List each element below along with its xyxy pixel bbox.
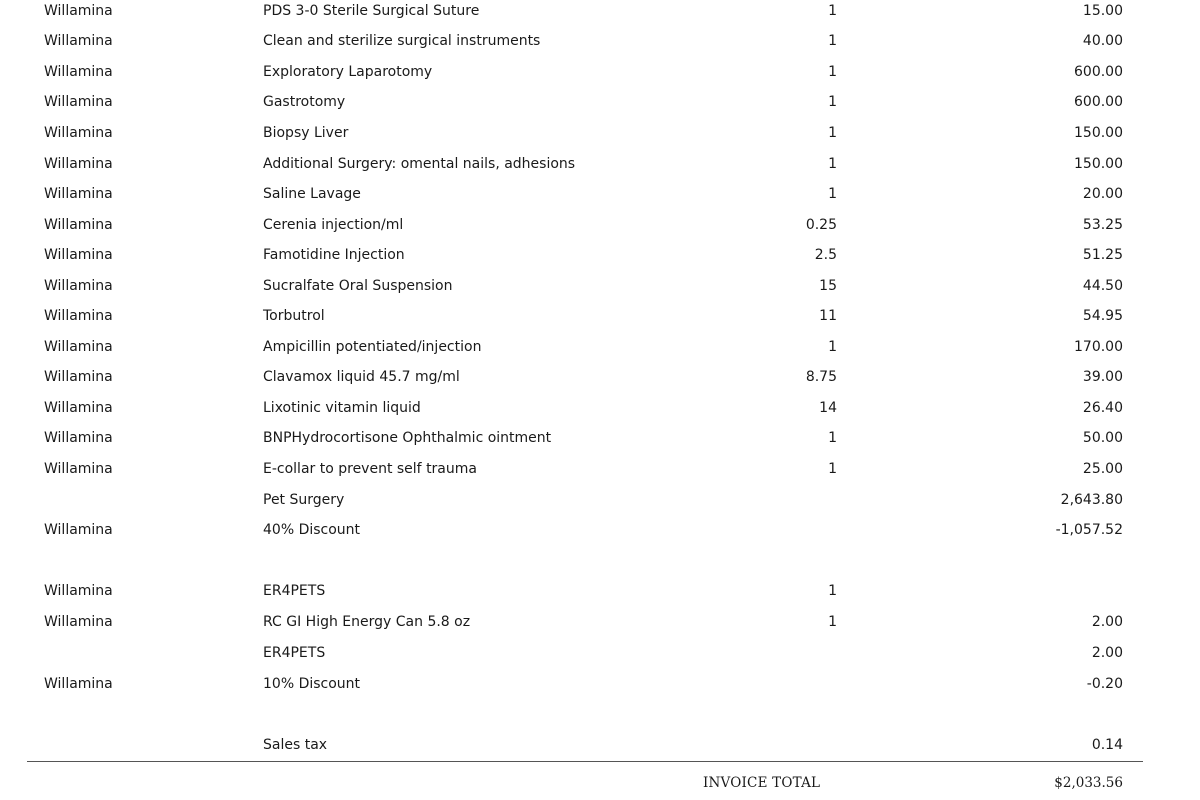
quantity-cell: 1 [828,430,837,446]
table-row [0,427,1200,457]
table-row [0,214,1200,244]
item-description-cell: Torbutrol [263,308,325,324]
item-description-cell: Lixotinic vitamin liquid [263,400,421,416]
amount-cell: 600.00 [1074,64,1123,80]
table-row [0,153,1200,183]
patient-name-cell: Willamina [44,278,113,294]
patient-name-cell: Willamina [44,33,113,49]
quantity-cell: 14 [819,400,837,416]
amount-cell: 51.25 [1082,247,1123,263]
amount-cell: 53.25 [1082,217,1123,233]
patient-name-cell: Willamina [44,247,113,263]
patient-name-cell: Willamina [44,3,113,19]
item-description-cell: Biopsy Liver [263,125,349,141]
subtotal-amount: 2.00 [1091,645,1123,661]
table-row [0,580,1200,610]
table-row [0,0,1200,30]
quantity-cell: 1 [828,3,837,19]
amount-cell: 40.00 [1082,33,1123,49]
patient-name-cell: Willamina [44,369,113,385]
patient-name-cell: Willamina [44,125,113,141]
amount-cell: 170.00 [1074,339,1123,355]
subtotal-row [0,489,1200,519]
item-description-cell: Cerenia injection/ml [263,217,404,233]
amount-cell: 600.00 [1074,94,1123,110]
item-description-cell: PDS 3-0 Sterile Surgical Suture [263,3,480,19]
discount-label: 40% Discount [263,522,361,538]
patient-name-cell: Willamina [44,339,113,355]
sales-tax-label: Sales tax [263,737,328,753]
item-description-cell: Clean and sterilize surgical instruments [263,33,541,49]
table-row [0,305,1200,335]
amount-cell: 15.00 [1082,3,1123,19]
patient-name-cell: Willamina [44,217,113,233]
quantity-cell: 2.5 [814,247,837,263]
subtotal-label: ER4PETS [263,645,326,661]
table-row [0,61,1200,91]
sales-tax-row [0,734,1200,764]
item-description-cell: Sucralfate Oral Suspension [263,278,453,294]
item-description-cell: Gastrotomy [263,94,346,110]
quantity-cell: 1 [828,583,837,599]
amount-cell: 150.00 [1074,156,1123,172]
quantity-cell: 11 [819,308,837,324]
quantity-cell: 1 [828,156,837,172]
quantity-cell: 1 [828,33,837,49]
patient-name-cell: Willamina [44,308,113,324]
patient-name-cell: Willamina [44,614,113,630]
amount-cell: 150.00 [1074,125,1123,141]
quantity-cell: 1 [828,186,837,202]
table-row [0,122,1200,152]
amount-cell: 44.50 [1082,278,1123,294]
table-row [0,336,1200,366]
table-row [0,244,1200,274]
patient-name-cell: Willamina [44,430,113,446]
patient-name-cell: Willamina [44,676,113,692]
table-row [0,611,1200,641]
item-description-cell: Ampicillin potentiated/injection [263,339,482,355]
amount-cell: 26.40 [1082,400,1123,416]
amount-cell: 25.00 [1082,461,1123,477]
quantity-cell: 0.25 [805,217,837,233]
amount-cell: 50.00 [1082,430,1123,446]
quantity-cell: 15 [819,278,837,294]
invoice-total-row [0,772,1200,798]
invoice-total-label: INVOICE TOTAL [703,775,821,791]
amount-cell: 2.00 [1091,614,1123,630]
total-divider [27,761,1143,762]
quantity-cell: 1 [828,94,837,110]
table-row [0,397,1200,427]
patient-name-cell: Willamina [44,522,113,538]
item-description-cell: Clavamox liquid 45.7 mg/ml [263,369,460,385]
quantity-cell: 1 [828,461,837,477]
quantity-cell: 1 [828,125,837,141]
discount-row [0,673,1200,703]
quantity-cell: 1 [828,64,837,80]
table-row [0,458,1200,488]
item-description-cell: E-collar to prevent self trauma [263,461,477,477]
discount-row [0,519,1200,549]
patient-name-cell: Willamina [44,94,113,110]
subtotal-row [0,642,1200,672]
patient-name-cell: Willamina [44,64,113,80]
quantity-cell: 8.75 [805,369,837,385]
subtotal-label: Pet Surgery [263,492,345,508]
table-row [0,275,1200,305]
patient-name-cell: Willamina [44,186,113,202]
patient-name-cell: Willamina [44,400,113,416]
table-row [0,366,1200,396]
discount-label: 10% Discount [263,676,361,692]
amount-cell: 20.00 [1082,186,1123,202]
subtotal-amount: 2,643.80 [1060,492,1123,508]
table-row [0,183,1200,213]
discount-amount: -1,057.52 [1055,522,1123,538]
table-row [0,30,1200,60]
amount-cell: 54.95 [1082,308,1123,324]
sales-tax-amount: 0.14 [1091,737,1123,753]
patient-name-cell: Willamina [44,583,113,599]
patient-name-cell: Willamina [44,461,113,477]
quantity-cell: 1 [828,339,837,355]
amount-cell: 39.00 [1082,369,1123,385]
quantity-cell: 1 [828,614,837,630]
item-description-cell: Famotidine Injection [263,247,405,263]
item-description-cell: Saline Lavage [263,186,361,202]
item-description-cell: Exploratory Laparotomy [263,64,433,80]
item-description-cell: Additional Surgery: omental nails, adhesions [263,156,576,172]
table-row [0,91,1200,121]
item-description-cell: ER4PETS [263,583,326,599]
invoice-total-value: $2,033.56 [1054,775,1123,791]
discount-amount: -0.20 [1086,676,1123,692]
item-description-cell: BNPHydrocortisone Ophthalmic ointment [263,430,552,446]
patient-name-cell: Willamina [44,156,113,172]
item-description-cell: RC GI High Energy Can 5.8 oz [263,614,471,630]
